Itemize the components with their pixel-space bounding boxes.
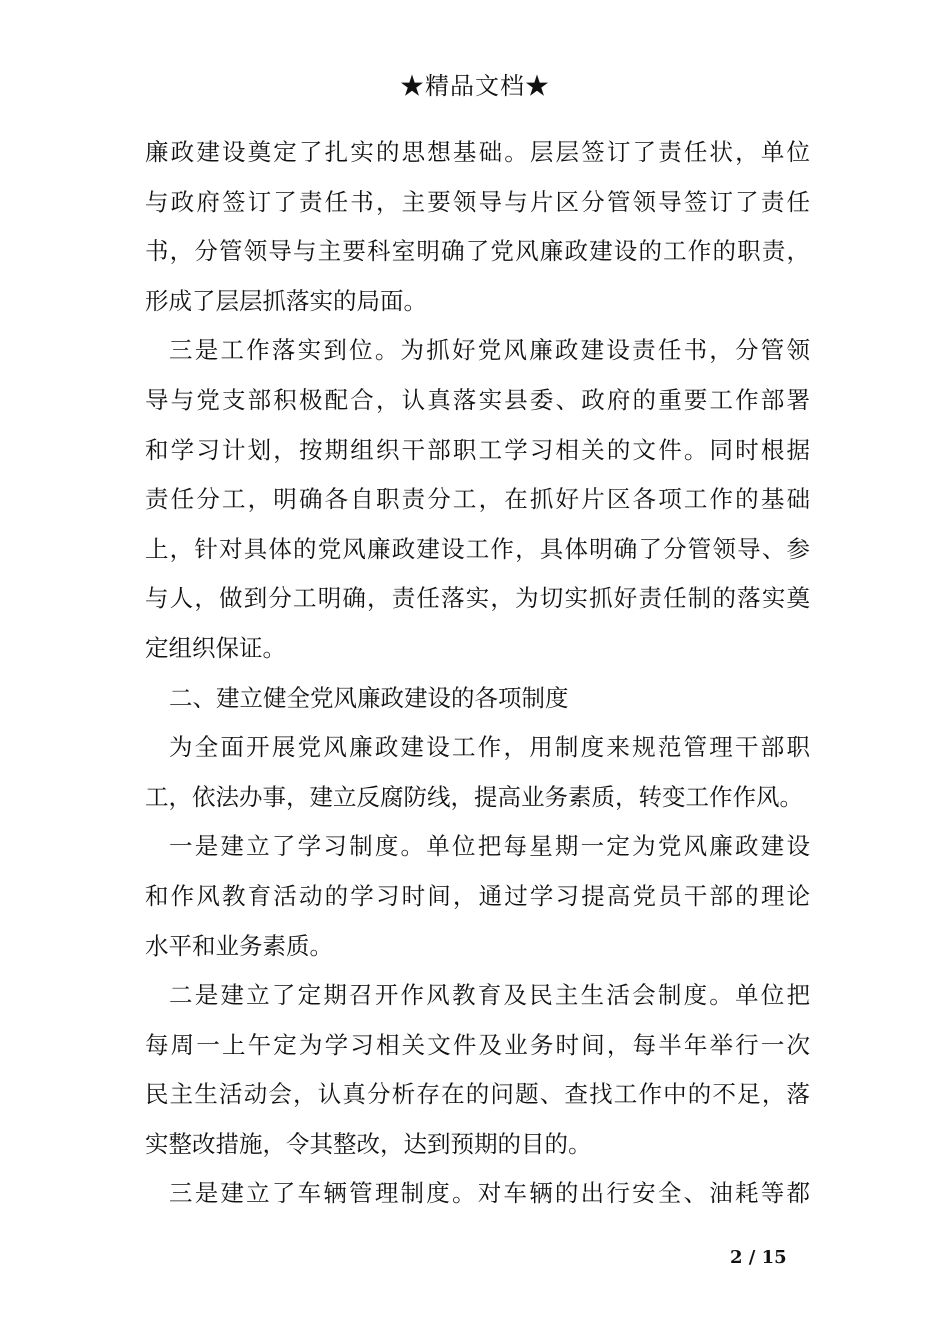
- text-line: 工，依法办事，建立反腐防线，提高业务素质，转变工作作风。: [145, 782, 803, 811]
- text-line: 导与党支部积极配合，认真落实县委、政府的重要工作部署: [145, 385, 810, 414]
- text-line: 和学习计划，按期组织干部职工学习相关的文件。同时根据: [145, 435, 810, 464]
- text-line: 二是建立了定期召开作风教育及民主生活会制度。单位把: [169, 981, 810, 1010]
- body-text: [145, 128, 810, 1219]
- text-line: 二、建立健全党风廉政建设的各项制度: [169, 683, 569, 712]
- text-line: 一是建立了学习制度。单位把每星期一定为党风廉政建设: [169, 832, 810, 861]
- text-line: 与政府签订了责任书，主要领导与片区分管领导签订了责任: [145, 187, 810, 216]
- text-line: 水平和业务素质。: [145, 931, 333, 960]
- page-header: ★精品文档★: [400, 72, 550, 100]
- text-line: 定组织保证。: [145, 633, 286, 662]
- text-line: 书，分管领导与主要科室明确了党风廉政建设的工作的职责，: [145, 237, 810, 266]
- text-line: 形成了层层抓落实的局面。: [145, 286, 427, 315]
- text-line: 实整改措施，令其整改，达到预期的目的。: [145, 1129, 592, 1158]
- text-line: 每周一上午定为学习相关文件及业务时间，每半年举行一次: [145, 1030, 810, 1059]
- text-line: 廉政建设奠定了扎实的思想基础。层层签订了责任状，单位: [145, 138, 810, 166]
- text-line: 三是工作落实到位。为抓好党风廉政建设责任书，分管领: [169, 336, 810, 365]
- text-line: 和作风教育活动的学习时间，通过学习提高党员干部的理论: [145, 881, 810, 910]
- text-line: 上，针对具体的党风廉政建设工作，具体明确了分管领导、参: [145, 534, 810, 563]
- page-number: 2 / 15: [730, 1247, 787, 1268]
- text-line: 民主生活动会，认真分析存在的问题、查找工作中的不足，落: [145, 1080, 810, 1109]
- text-line: 三是建立了车辆管理制度。对车辆的出行安全、油耗等都: [169, 1179, 810, 1208]
- text-line: 为全面开展党风廉政建设工作，用制度来规范管理干部职: [169, 733, 810, 762]
- text-line: 与人，做到分工明确，责任落实，为切实抓好责任制的落实奠: [145, 584, 810, 613]
- text-line: 责任分工，明确各自职责分工，在抓好片区各项工作的基础: [145, 485, 810, 514]
